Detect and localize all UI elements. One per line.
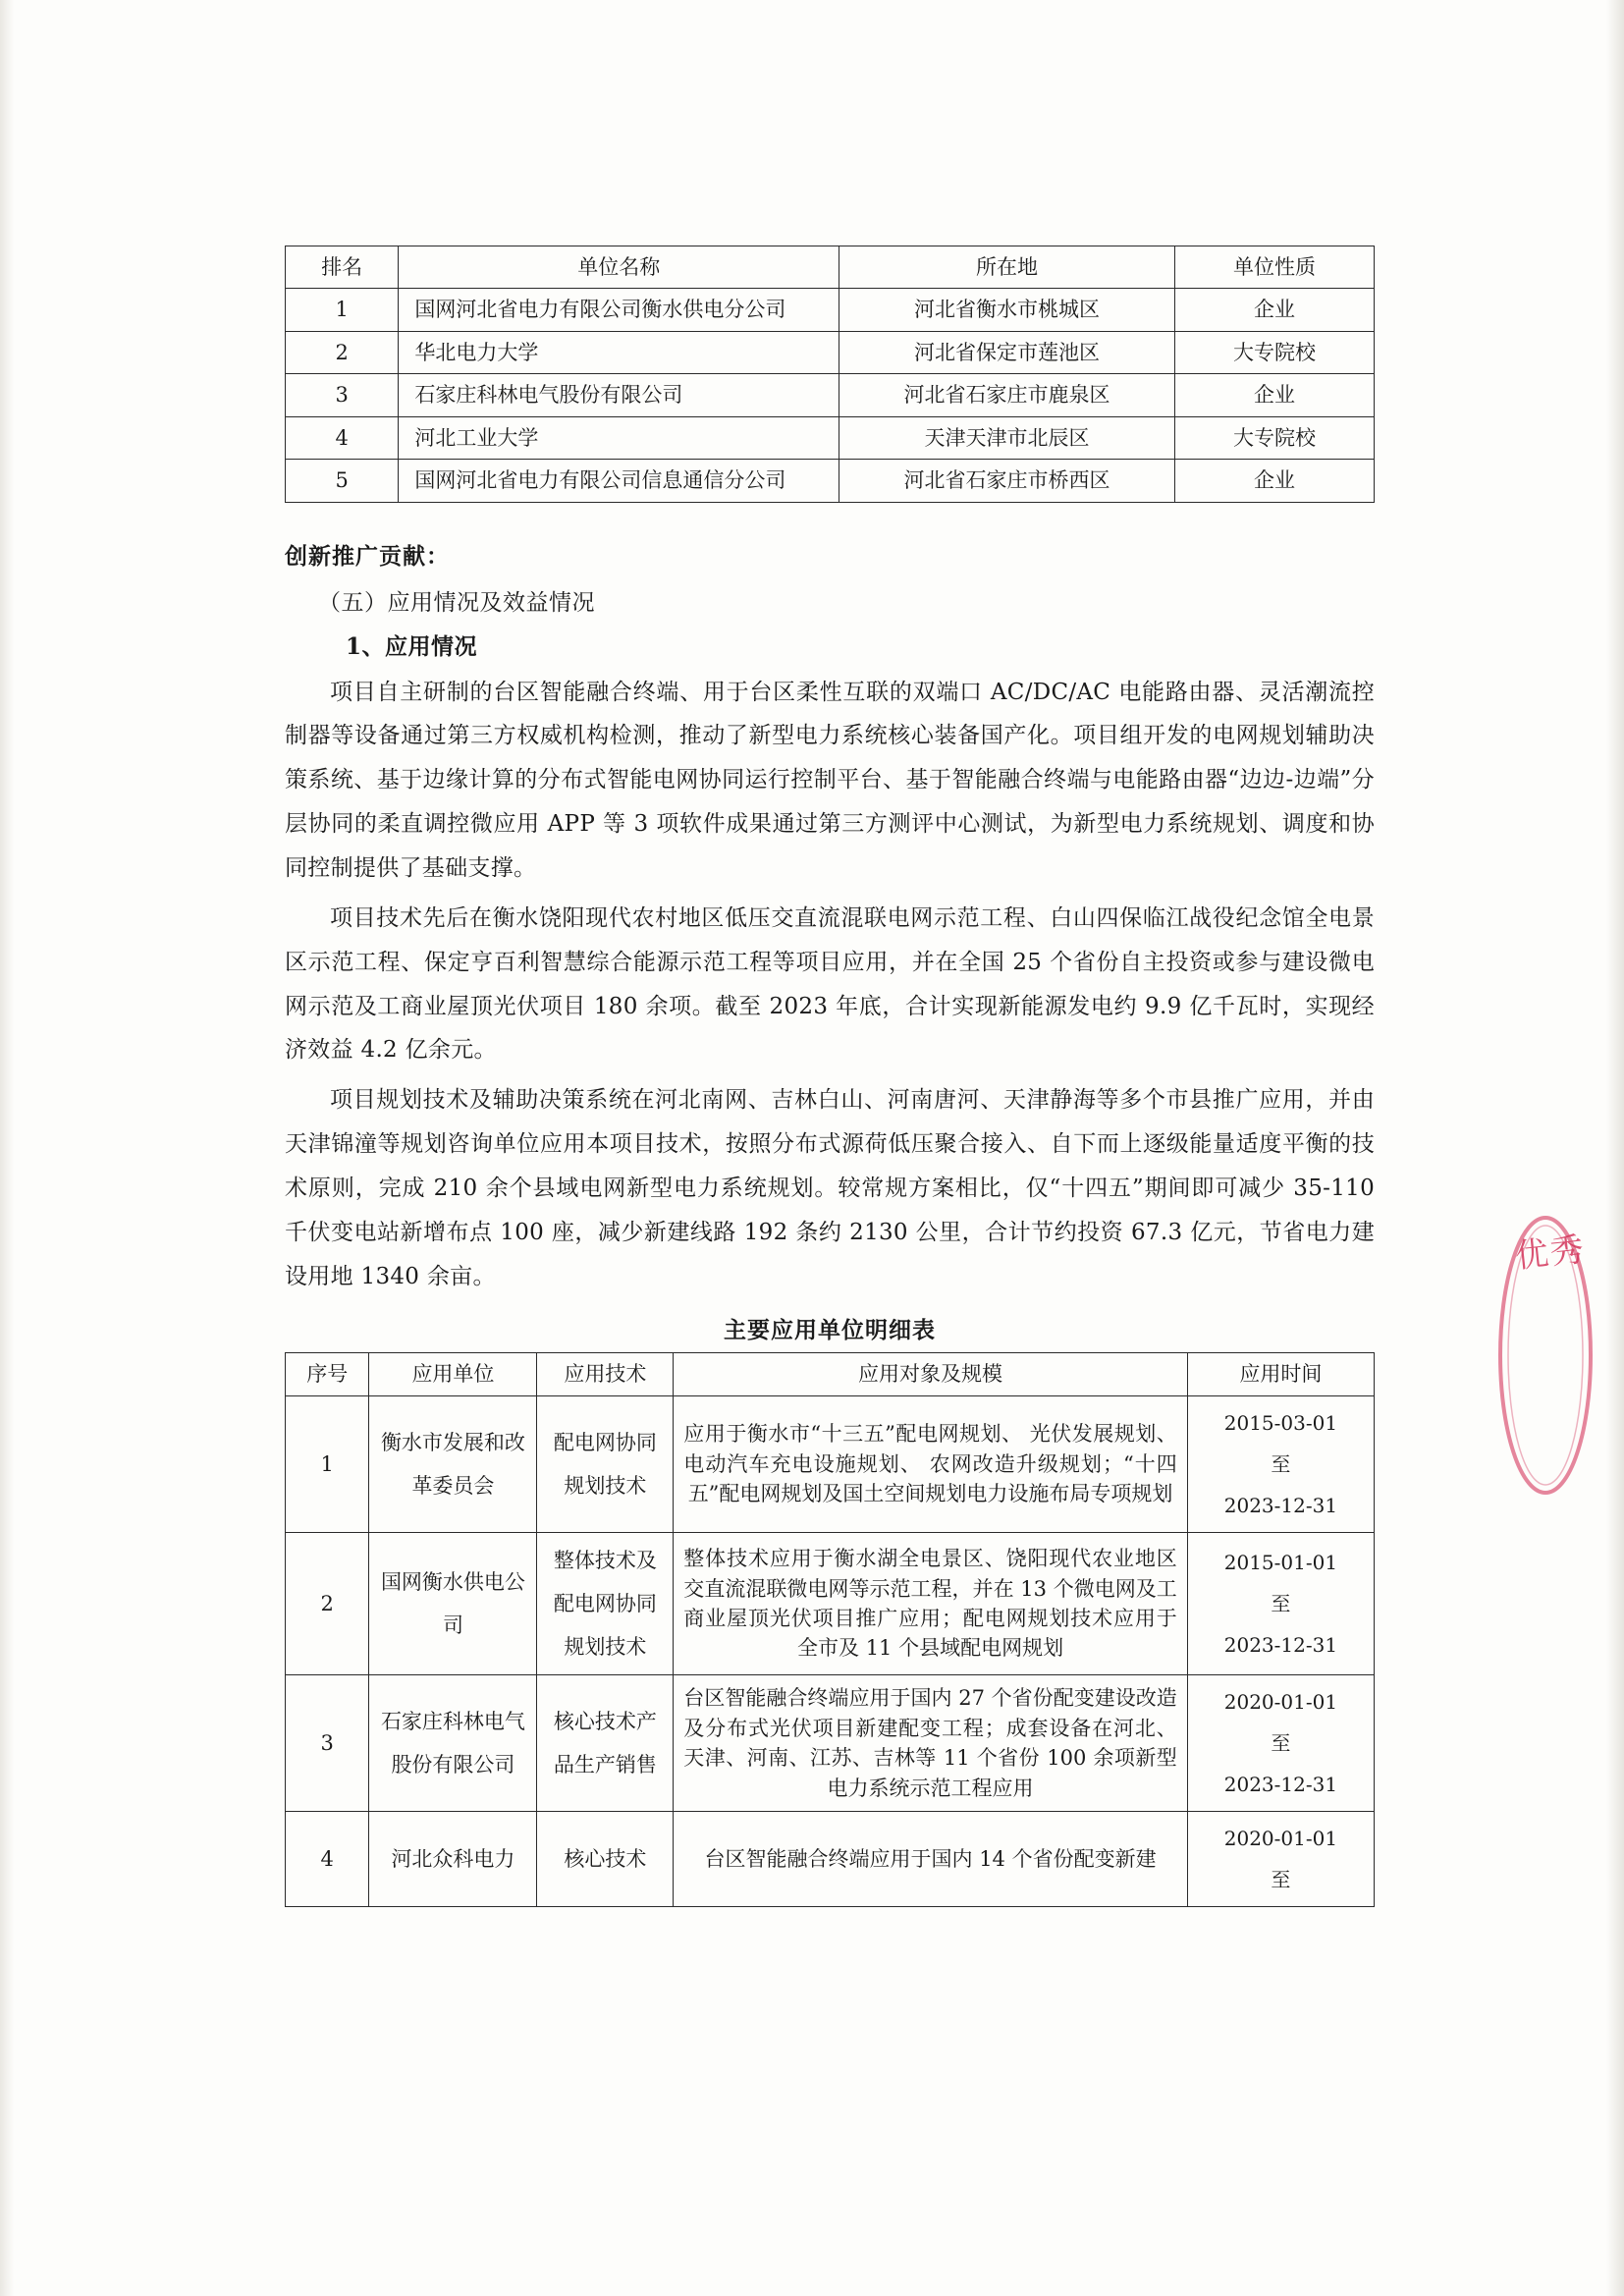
section-five-heading: （五）应用情况及效益情况 [318,589,595,616]
cell-time [1187,1532,1374,1674]
cell-name: 华北电力大学 [399,331,839,373]
name-col-header: 单位名称 [399,246,839,289]
table-row [286,289,1375,331]
cell-rank: 2 [286,331,399,373]
paragraph-1: 项目自主研制的台区智能融合终端、用于台区柔性互联的双端口 AC/DC/AC 电能路由器、灵活潮流控制器等设备通过第三方权威机构检测，推动了新型电力系统核心装备国产化。项目组开发的电网规划辅助决策系统、基于边缘计算的分布式智能电网协同运行控制平台、基于智能融合终端与电能路由器“边边-边端”分层协同的柔直调控微应用 APP 等 3 项软件成果通过第三方测评中心测试，为新型电力系统规划、调度和协同控制提供了基础支撑。 [285,679,1375,881]
cell-type: 大专院校 [1174,416,1374,459]
time-col-header: 应用时间 [1187,1353,1374,1395]
time-end: 2023-12-31 [1223,1773,1338,1797]
cell-location: 河北省衡水市桃城区 [839,289,1175,331]
time-start: 2015-01-01 [1223,1551,1338,1575]
seal-label: 优秀 [1513,1230,1588,1277]
document-content [285,246,1375,1907]
time-separator: 至 [1271,1868,1291,1892]
app-table-caption: 主要应用单位明细表 [724,1317,936,1344]
table-row [286,416,1375,459]
cell-time [1187,1675,1374,1812]
table-header-row [286,1353,1375,1395]
table-row [286,1395,1375,1532]
rank-table [285,246,1375,503]
cell-object: 台区智能融合终端应用于国内 27 个省份配变建设改造及分布式光伏项目新建配变工程；成套设备在河北、天津、河南、江苏、吉林等 11 个省份 100 余项新型电力系统示范工程应用 [674,1675,1188,1812]
tech-col-header: 应用技术 [537,1353,674,1395]
subsection-one-heading: 1、应用情况 [346,632,478,660]
cell-rank: 1 [286,289,399,331]
time-end: 2023-12-31 [1223,1633,1338,1658]
innovation-heading: 创新推广贡献： [285,542,450,570]
cell-location: 河北省保定市莲池区 [839,331,1175,373]
cell-name: 石家庄科林电气股份有限公司 [399,374,839,416]
cell-location: 天津天津市北辰区 [839,416,1175,459]
cell-unit: 石家庄科林电气股份有限公司 [369,1675,537,1812]
type-col-header: 单位性质 [1174,246,1374,289]
time-separator: 至 [1271,1451,1291,1476]
cell-tech: 核心技术产品生产销售 [537,1675,674,1812]
table-row [286,1675,1375,1812]
table-row [286,331,1375,373]
cell-object: 台区智能融合终端应用于国内 14 个省份配变新建 [674,1812,1188,1907]
table-row [286,460,1375,502]
cell-time [1187,1812,1374,1907]
cell-tech: 配电网协同规划技术 [537,1395,674,1532]
time-start: 2020-01-01 [1223,1690,1338,1715]
cell-location: 河北省石家庄市鹿泉区 [839,374,1175,416]
table-row [286,1532,1375,1674]
cell-tech: 核心技术 [537,1812,674,1907]
cell-name: 河北工业大学 [399,416,839,459]
cell-name: 国网河北省电力有限公司衡水供电分公司 [399,289,839,331]
paragraph-2: 项目技术先后在衡水饶阳现代农村地区低压交直流混联电网示范工程、白山四保临江战役纪念馆全电景区示范工程、保定亨百利智慧综合能源示范工程等项目应用，并在全国 25 个省份自主投资或参与建设微电网示范及工商业屋顶光伏项目 180 余项。截至 2023 年底，合计实现新能源发电约 9.9 亿千瓦时，实现经济效益 4.2 亿余元。 [285,904,1375,1064]
cell-type: 企业 [1174,374,1374,416]
cell-rank: 4 [286,416,399,459]
application-detail-table [285,1352,1375,1907]
scan-edge-right [1606,0,1624,2296]
cell-seq: 1 [286,1395,369,1532]
cell-object: 整体技术应用于衡水湖全电景区、饶阳现代农业地区交直流混联微电网等示范工程，并在 13 个微电网及工商业屋顶光伏项目推广应用；配电网规划技术应用于全市及 11 个县域配电网规划 [674,1532,1188,1674]
paragraph-3: 项目规划技术及辅助决策系统在河北南网、吉林白山、河南唐河、天津静海等多个市县推广应用，并由天津锦潼等规划咨询单位应用本项目技术，按照分布式源荷低压聚合接入、自下而上逐级能量适度平衡的技术原则，完成 210 余个县域电网新型电力系统规划。较常规方案相比，仅“十四五”期间即可减少 35-110 千伏变电站新增布点 100 座，减少新建线路 192 条约 2130 公里，合计节约投资 67.3 亿元，节省电力建设用地 1340 余亩。 [285,1087,1375,1289]
cell-tech: 整体技术及配电网协同规划技术 [537,1532,674,1674]
time-separator: 至 [1271,1592,1291,1616]
cell-seq: 4 [286,1812,369,1907]
location-col-header: 所在地 [839,246,1175,289]
cell-unit: 衡水市发展和改革委员会 [369,1395,537,1532]
cell-rank: 5 [286,460,399,502]
cell-seq: 3 [286,1675,369,1812]
cell-time [1187,1395,1374,1532]
cell-seq: 2 [286,1532,369,1674]
table-row [286,1812,1375,1907]
time-separator: 至 [1271,1731,1291,1756]
cell-rank: 3 [286,374,399,416]
cell-unit: 河北众科电力 [369,1812,537,1907]
cell-unit: 国网衡水供电公司 [369,1532,537,1674]
rank-col-header: 排名 [286,246,399,289]
seq-col-header: 序号 [286,1353,369,1395]
scan-edge-left [0,0,14,2296]
cell-type: 大专院校 [1174,331,1374,373]
time-start: 2015-03-01 [1223,1410,1338,1435]
unit-col-header: 应用单位 [369,1353,537,1395]
table-header-row [286,246,1375,289]
time-end: 2023-12-31 [1223,1493,1338,1517]
cell-object: 应用于衡水市“十三五”配电网规划、 光伏发展规划、电动汽车充电设施规划、 农网改造升级规划；“十四五”配电网规划及国土空间规划电力设施布局专项规划 [674,1395,1188,1532]
table-row [286,374,1375,416]
cell-location: 河北省石家庄市桥西区 [839,460,1175,502]
cell-type: 企业 [1174,460,1374,502]
cell-name: 国网河北省电力有限公司信息通信分公司 [399,460,839,502]
cell-type: 企业 [1174,289,1374,331]
time-start: 2020-01-01 [1223,1827,1338,1851]
object-col-header: 应用对象及规模 [674,1353,1188,1395]
